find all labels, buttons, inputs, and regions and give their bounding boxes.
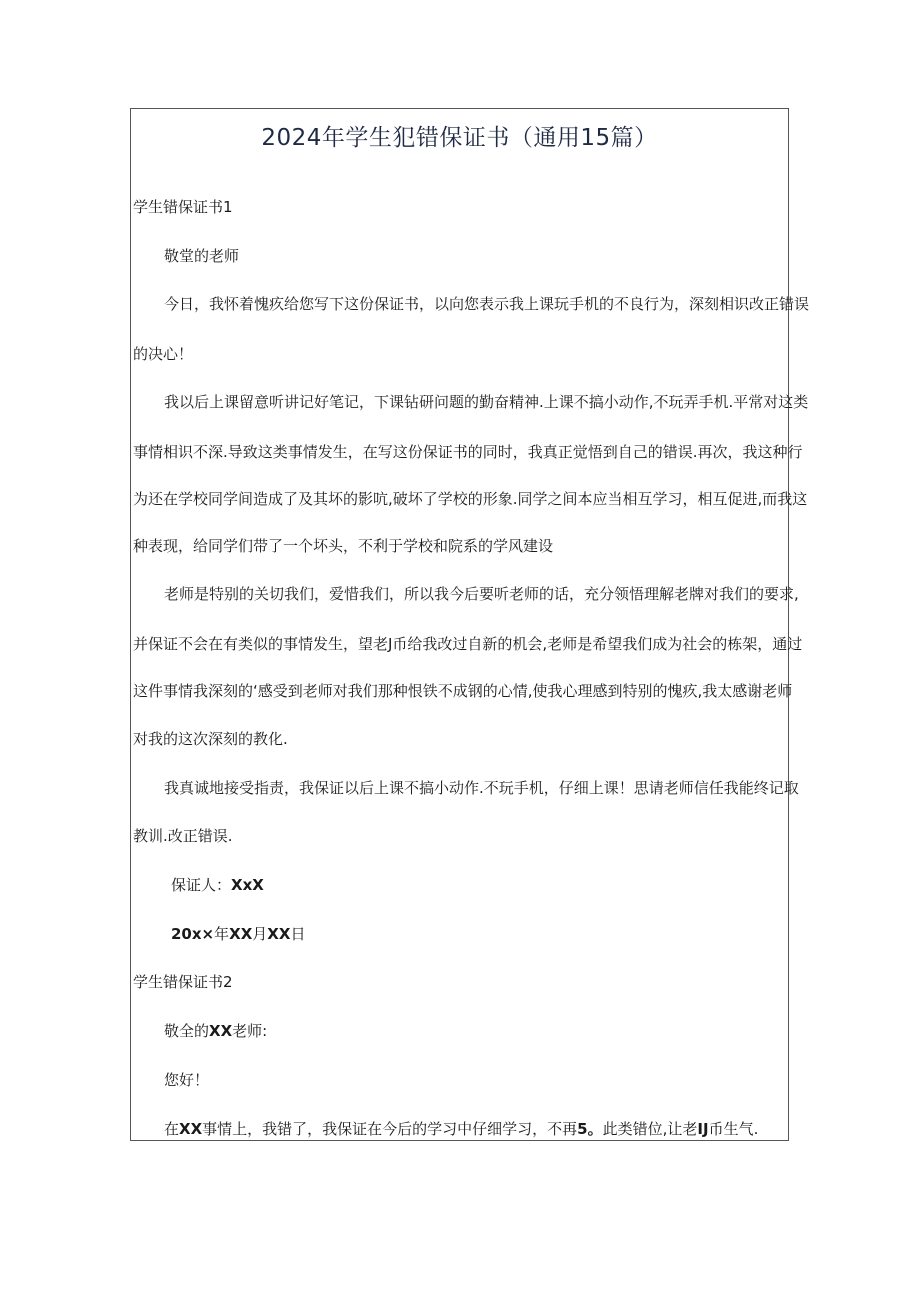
paragraph-line: 在XX事情上，我错了，我保证在今后的学习中仔细学习，不再5。此类错位,让老IJ币生气. xyxy=(164,1120,759,1138)
paragraph-line: 种表现，给同学们带了一个坏头，不利于学校和院系的学风建设 xyxy=(133,537,554,555)
signer-name: XxX xyxy=(231,876,264,894)
section-1-greeting: 敬堂的老师 xyxy=(164,247,240,265)
signer-line xyxy=(171,875,264,895)
paragraph-line: 今日，我怀着愧疚给您写下这份保证书，以向您表示我上课玩手机的不良行为，深刻相识改正错误 xyxy=(164,295,810,313)
document-title: 2024年学生犯错保证书（通用15篇） xyxy=(261,125,658,151)
paragraph-line: 教训.改正错误. xyxy=(133,827,233,845)
paragraph-line: 老师是特别的关切我们，爱惜我们，所以我今后要听老师的话，充分领悟理解老牌对我们的要求, xyxy=(164,585,799,603)
section-2-hello: 您好！ xyxy=(164,1071,210,1089)
paragraph-line: 的决心！ xyxy=(133,345,194,363)
paragraph-line: 事情相识不深.导致这类事情发生，在写这份保证书的同时，我真正觉悟到自己的错误.再次，我这种行 xyxy=(133,443,803,461)
paragraph-line: 我真诚地接受指责，我保证以后上课不搞小动作.不玩手机，仔细上课！思请老师信任我能终记取 xyxy=(164,779,799,797)
section-1-heading: 学生错保证书1 xyxy=(133,198,233,216)
paragraph-line: 我以后上课留意听讲记好笔记，下课钻研问题的勤奋精神.上课不搞小动作,不玩弄手机.平常对这类 xyxy=(164,393,809,411)
paragraph-line: 对我的这次深刻的教化. xyxy=(133,730,288,748)
signer-label: 保证人： xyxy=(171,876,232,894)
section-2-heading: 学生错保证书2 xyxy=(133,973,233,991)
document-frame xyxy=(130,108,810,1141)
paragraph-line: 并保证不会在有类似的事情发生，望老J币给我改过自新的机会,老师是希望我们成为社会的栋架，通过 xyxy=(133,635,803,653)
date-line: 20x×年XX月XX日 xyxy=(171,925,306,943)
paragraph-line: 这件事情我深刻的‘感受到老师对我们那种恨铁不成钢的心情,使我心理感到特别的愧疚,我太感谢老师 xyxy=(133,682,793,700)
paragraph-line: 为还在学校同学间造成了及其坏的影吭,破坏了学校的形象.同学之间本应当相互学习，相互促进,而我这 xyxy=(133,490,808,508)
section-2-greeting: 敬全的XX老师: xyxy=(164,1022,268,1040)
